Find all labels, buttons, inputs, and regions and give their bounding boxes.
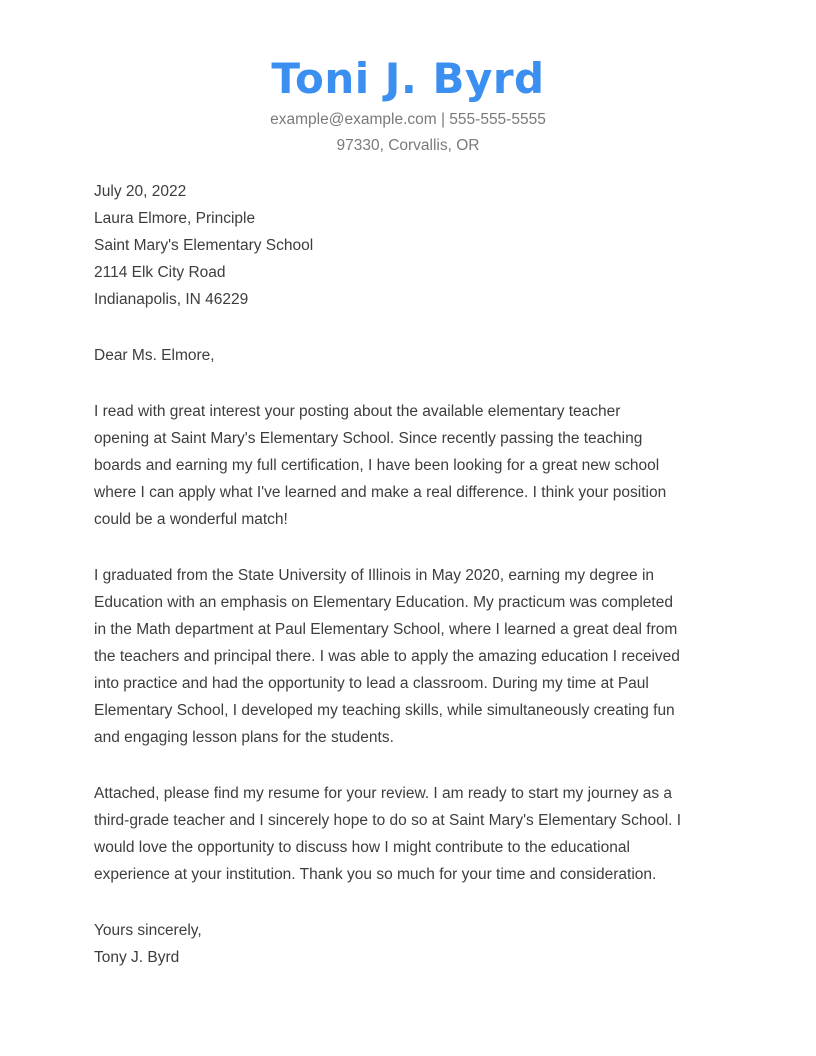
contact-line xyxy=(0,108,816,132)
paragraph-line: I read with great interest your posting about the available elementary teacher xyxy=(94,403,621,420)
paragraph-line: I graduated from the State University of Illinois in May 2020, earning my degree in xyxy=(94,567,655,584)
paragraph-line: third-grade teacher and I sincerely hope to do so at Saint Mary's Elementary School. I xyxy=(94,812,682,829)
valediction: Yours sincerely, xyxy=(94,922,202,939)
paragraph-line: the teachers and principal there. I was able to apply the amazing education I received xyxy=(94,648,680,665)
paragraph-line: Attached, please find my resume for your review. I am ready to start my journey as a xyxy=(94,785,673,802)
paragraph-2 xyxy=(94,562,734,751)
paragraph-line: would love the opportunity to discuss how I might contribute to the educational xyxy=(94,839,630,856)
paragraph-line: and engaging lesson plans for the students. xyxy=(94,729,394,746)
applicant-name: Toni J. Byrd xyxy=(271,54,545,103)
paragraph-line: boards and earning my full certification, I have been looking for a great new school xyxy=(94,457,660,474)
salutation: Dear Ms. Elmore, xyxy=(94,347,215,364)
recipient-city: Indianapolis, IN 46229 xyxy=(94,291,249,308)
location-line xyxy=(0,134,816,158)
location-text: 97330, Corvallis, OR xyxy=(336,137,480,154)
letter-date: July 20, 2022 xyxy=(94,183,187,200)
paragraph-line: Education with an emphasis on Elementary Education. My practicum was completed xyxy=(94,594,673,611)
contact-separator: | xyxy=(436,111,450,128)
closing-block xyxy=(94,917,734,971)
paragraph-1 xyxy=(94,398,734,533)
paragraph-line: experience at your institution. Thank you so much for your time and consideration. xyxy=(94,866,657,883)
recipient-name: Laura Elmore, Principle xyxy=(94,210,256,227)
phone-text: 555-555-5555 xyxy=(449,111,546,128)
paragraph-line: where I can apply what I've learned and make a real difference. I think your position xyxy=(94,484,667,501)
paragraph-line: Elementary School, I developed my teaching skills, while simultaneously creating fun xyxy=(94,702,675,719)
letter-body xyxy=(94,178,734,971)
recipient-street: 2114 Elk City Road xyxy=(94,264,226,281)
recipient-block xyxy=(94,178,734,313)
letter-header xyxy=(0,52,816,158)
paragraph-line: opening at Saint Mary's Elementary School. Since recently passing the teaching xyxy=(94,430,643,447)
email-text: example@example.com xyxy=(270,111,437,128)
paragraph-3 xyxy=(94,780,734,888)
signature-name: Tony J. Byrd xyxy=(94,949,180,966)
paragraph-line: could be a wonderful match! xyxy=(94,511,288,528)
paragraph-line: into practice and had the opportunity to lead a classroom. During my time at Paul xyxy=(94,675,649,692)
paragraph-line: in the Math department at Paul Elementary School, where I learned a great deal from xyxy=(94,621,678,638)
recipient-organization: Saint Mary's Elementary School xyxy=(94,237,314,254)
